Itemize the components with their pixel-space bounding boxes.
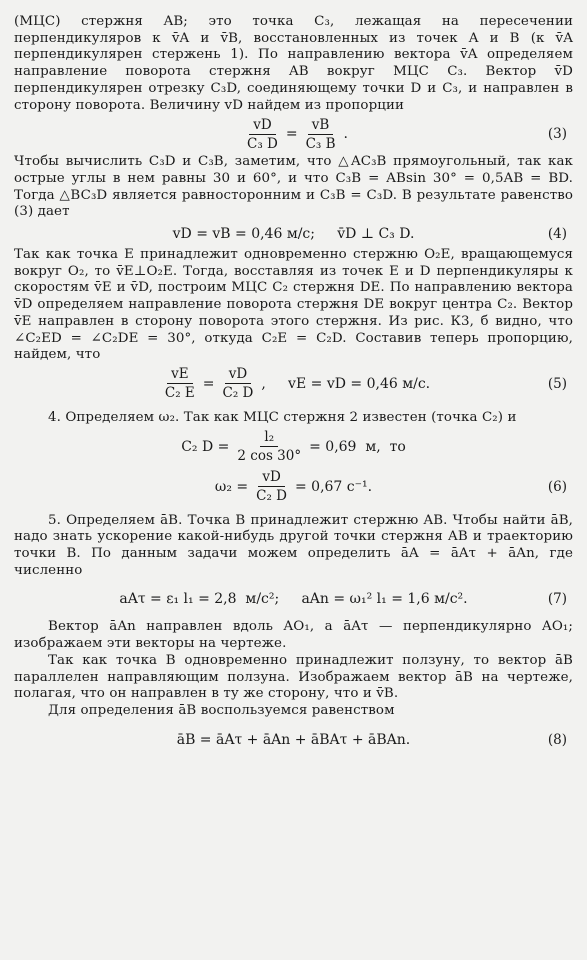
equation-text: aAτ = ε₁ l₁ = 2,8 м/с²; aAn = ω₁² l₁ = 1,6 м/с². xyxy=(119,591,468,608)
fraction-vd-c3d xyxy=(243,117,282,152)
fraction-ve-c2e xyxy=(161,366,199,401)
numerator: vD xyxy=(249,117,275,135)
paragraph-omega2: 4. Определяем ω₂. Так как МЦС стержня 2 известен (точка C₂) и xyxy=(48,409,517,425)
equation-tail: , vE = vD = 0,46 м/с. xyxy=(261,375,431,392)
paragraph-vectors-a: Вектор āAn направлен вдоль AO₁, а āAτ — перпендикулярно AO₁; изображаем эти векторы на чертеже. xyxy=(14,619,573,652)
denominator: C₂ E xyxy=(164,385,195,402)
denominator: C₂ D xyxy=(256,488,287,505)
fraction-l2-cos xyxy=(233,429,305,464)
numerator: vE xyxy=(167,366,192,384)
numerator: vD xyxy=(258,469,284,487)
equation-3 xyxy=(14,114,573,154)
equation-lhs: ω₂ = xyxy=(214,478,249,495)
paragraph-equality: Для определения āB воспользуемся равенством xyxy=(48,702,395,718)
fraction-vd-c2d xyxy=(219,366,258,401)
equation-number: (4) xyxy=(547,226,567,243)
equals-sign: = xyxy=(202,375,215,392)
equation-text: āB = āAτ + āAn + āBAτ + āBAn. xyxy=(176,731,411,748)
equation-tail: = 0,67 с⁻¹. xyxy=(294,478,373,495)
denominator: C₂ D xyxy=(222,385,254,402)
numerator: l₂ xyxy=(260,429,278,447)
equation-6 xyxy=(14,467,573,507)
paragraph-mcs-c2: Так как точка E принадлежит одновременно стержню O₂E, вращающемуся вокруг O₂, то v̄E⊥O₂E. Тогда, восставляя из точек E и D перпендикуляры к скоростям v̄E и v̄D, построим МЦС C₂ стержня DE. По направлению вектора v̄D определяем направление поворота стержня DE вокруг центра C₂. Вектор v̄E направлен в сторону поворота этого стержня. Из рис. К3, б видно, что ∠C₂ED = ∠C₂DE = 30°, откуда C₂E = C₂D. Составив теперь пропорцию, найдем, что xyxy=(14,247,573,363)
equation-8 xyxy=(14,720,573,760)
fraction-vd-c2d xyxy=(252,469,291,504)
paragraph-triangle: Чтобы вычислить C₃D и C₃B, заметим, что △AC₃B прямоугольный, так как острые углы в нем равны 30 и 60°, и что C₃B = ABsin 30° = 0,5AB = BD. Тогда △BC₃D является равносторонним и C₃B = C₃D. В результате равенство (3) дает xyxy=(14,154,573,220)
equation-number: (6) xyxy=(547,478,567,495)
paragraph-mcs-c3: (МЦС) стержня AB; это точка C₃, лежащая на пересечении перпендикуляров к v̄A и v̄B, восстановленных из точек A и B (к v̄A перпендикулярен стержень 1). По направлению вектора v̄A определяем направление поворота стержня AB вокруг МЦС C₃. Вектор v̄D перпендикулярен отрезку C₃D, соединяющему точки D и C₃, и направлен в сторону поворота. Величину vD найдем из пропорции xyxy=(14,14,573,113)
denominator: C₃ D xyxy=(247,135,278,152)
denominator: 2 cos 30° xyxy=(237,448,302,465)
equation-5 xyxy=(14,364,573,404)
fraction-vb-c3b xyxy=(302,117,340,152)
numerator: vD xyxy=(225,366,251,384)
equation-number: (3) xyxy=(547,126,567,143)
equation-4 xyxy=(14,221,573,247)
denominator: C₃ B xyxy=(305,135,336,152)
equation-number: (7) xyxy=(547,591,567,608)
equation-number: (5) xyxy=(547,375,567,392)
equation-text: vD = vB = 0,46 м/с; v̄D ⊥ C₃ D. xyxy=(172,226,415,243)
numerator: vB xyxy=(308,117,334,135)
paragraph-slider: Так как точка B одновременно принадлежит ползуну, то вектор āB параллелен направляющим ползуна. Изображаем вектор āB на чертеже, полагая, что он направлен в ту же сторону, что и v̄B. xyxy=(14,652,573,702)
equation-tail: . xyxy=(343,126,348,143)
paragraph-acceleration-b: 5. Определяем āB. Точка B принадлежит стержню AB. Чтобы найти āB, надо знать ускорение какой-нибудь другой точки стержня AB и траекторию точки B. По данным задачи можем определить āA = āAτ + āAn, где численно xyxy=(14,512,573,578)
equation-c2d xyxy=(14,427,573,467)
equation-number: (8) xyxy=(547,731,567,748)
equation-lhs: C₂ D = xyxy=(181,438,230,455)
equation-tail: = 0,69 м, то xyxy=(309,438,406,455)
equals-sign: = xyxy=(285,126,298,143)
equation-7 xyxy=(14,579,573,619)
